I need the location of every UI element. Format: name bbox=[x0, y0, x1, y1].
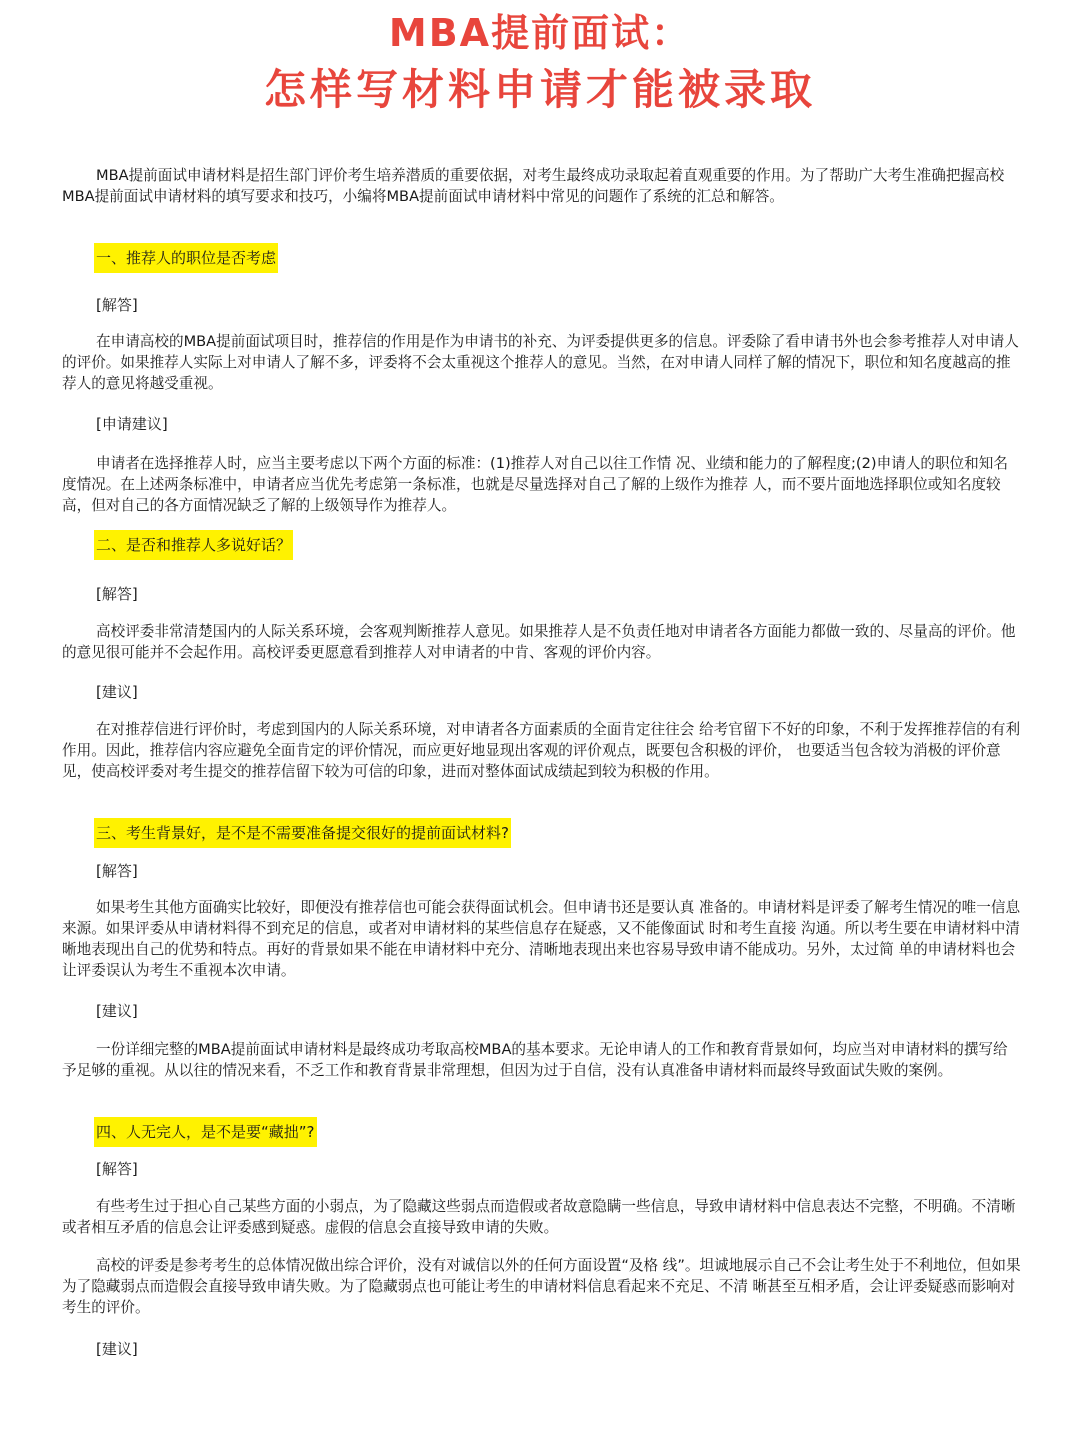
section-4-answer-2: 高校的评委是参考考生的总体情况做出综合评价，没有对诚信以外的任何方面设置“及格 线”。坦诚地展示自己不会让考生处于不利地位，但如果为了隐藏弱点而造假会直接导致申请失败。为了隐藏弱点也可能让考生的申请材料信息看起来不充足、不清 晰甚至互相矛盾，会让评委疑惑而影响对考生的评价。 bbox=[62, 1257, 1021, 1316]
section-1-advice-label: [申请建议] bbox=[96, 415, 168, 433]
section-4-answer-label: [解答] bbox=[96, 1160, 138, 1178]
title-line-1: MBA提前面试： bbox=[388, 11, 692, 55]
section-1-answer-label: [解答] bbox=[96, 296, 138, 314]
section-3-advice-label: [建议] bbox=[96, 1002, 138, 1020]
section-1-heading: 一、推荐人的职位是否考虑 bbox=[94, 243, 278, 273]
section-4-heading: 四、人无完人，是不是要“藏拙”? bbox=[94, 1117, 317, 1147]
section-2-advice-label: [建议] bbox=[96, 683, 138, 701]
section-4-answer: 有些考生过于担心自己某些方面的小弱点，为了隐藏这些弱点而造假或者故意隐瞒一些信息，导致申请材料中信息表达不完整，不明确。不清晰或者相互矛盾的信息会让评委感到疑惑。虚假的信息会直接导致申请的失败。 bbox=[62, 1198, 1016, 1236]
section-2-answer: 高校评委非常清楚国内的人际关系环境，会客观判断推荐人意见。如果推荐人是不负责任地对申请者各方面能力都做一致的、尽量高的评价。他的意见很可能并不会起作用。高校评委更愿意看到推荐人对申请者的中肯、客观的评价内容。 bbox=[62, 623, 1016, 661]
section-2-answer-label: [解答] bbox=[96, 585, 138, 603]
section-3-answer: 如果考生其他方面确实比较好，即便没有推荐信也可能会获得面试机会。但申请书还是要认真 准备的。申请材料是评委了解考生情况的唯一信息来源。如果评委从申请材料得不到充足的信息，或者对申请材料的某些信息存在疑惑，又不能像面试 时和考生直接 沟通。所以考生要在申请材料中清晰地表现出自己的优势和特点。再好的背景如果不能在申请材料中充分、清晰地表现出来也容易导致申请不能成功。另外，太过简 单的申请材料也会让评委误认为考生不重视本次申请。 bbox=[62, 899, 1021, 979]
section-1-advice: 申请者在选择推荐人时，应当主要考虑以下两个方面的标准：(1)推荐人对自己以往工作情 况、业绩和能力的了解程度;(2)申请人的职位和知名度情况。在上述两条标准中，申请者应当优先考虑第一条标准，也就是尽量选择对自己了解的上级作为推荐 人，而不要片面地选择职位或知名度较高，但对自己的各方面情况缺乏了解的上级领导作为推荐人。 bbox=[62, 455, 1008, 514]
section-3-heading: 三、考生背景好，是不是不需要准备提交很好的提前面试材料? bbox=[94, 818, 511, 848]
section-3-advice: 一份详细完整的MBA提前面试申请材料是最终成功考取高校MBA的基本要求。无论申请人的工作和教育背景如何，均应当对申请材料的撰写给予足够的重视。从以往的情况来看，不乏工作和教育背景非常理想，但因为过于自信，没有认真准备申请材料而最终导致面试失败的案例。 bbox=[62, 1041, 1008, 1079]
section-3-answer-label: [解答] bbox=[96, 862, 138, 880]
section-2-heading: 二、是否和推荐人多说好话？ bbox=[94, 530, 293, 560]
title-line-2: 怎样写材料申请才能被录取 bbox=[263, 65, 816, 114]
intro-paragraph: MBA提前面试申请材料是招生部门评价考生培养潜质的重要依据，对考生最终成功录取起着直观重要的作用。为了帮助广大考生准确把握高校MBA提前面试申请材料的填写要求和技巧，小编将MBA提前面试申请材料中常见的问题作了系统的汇总和解答。 bbox=[62, 167, 1005, 205]
section-2-advice: 在对推荐信进行评价时，考虑到国内的人际关系环境，对申请者各方面素质的全面肯定往往会 给考官留下不好的印象，不利于发挥推荐信的有利作用。因此，推荐信内容应避免全面肯定的评价情况，而应更好地显现出客观的评价观点，既要包含积极的评价， 也要适当包含较为消极的评价意见，使高校评委对考生提交的推荐信留下较为可信的印象，进而对整体面试成绩起到较为积极的作用。 bbox=[62, 721, 1021, 780]
section-1-answer: 在申请高校的MBA提前面试项目时，推荐信的作用是作为申请书的补充、为评委提供更多的信息。评委除了看申请书外也会参考推荐人对申请人的评价。如果推荐人实际上对申请人了解不多，评委将不会太重视这个推荐人的意见。当然，在对申请人同样了解的情况下，职位和知名度越高的推荐人的意见将越受重视。 bbox=[62, 333, 1019, 392]
section-4-advice-label: [建议] bbox=[96, 1340, 138, 1358]
